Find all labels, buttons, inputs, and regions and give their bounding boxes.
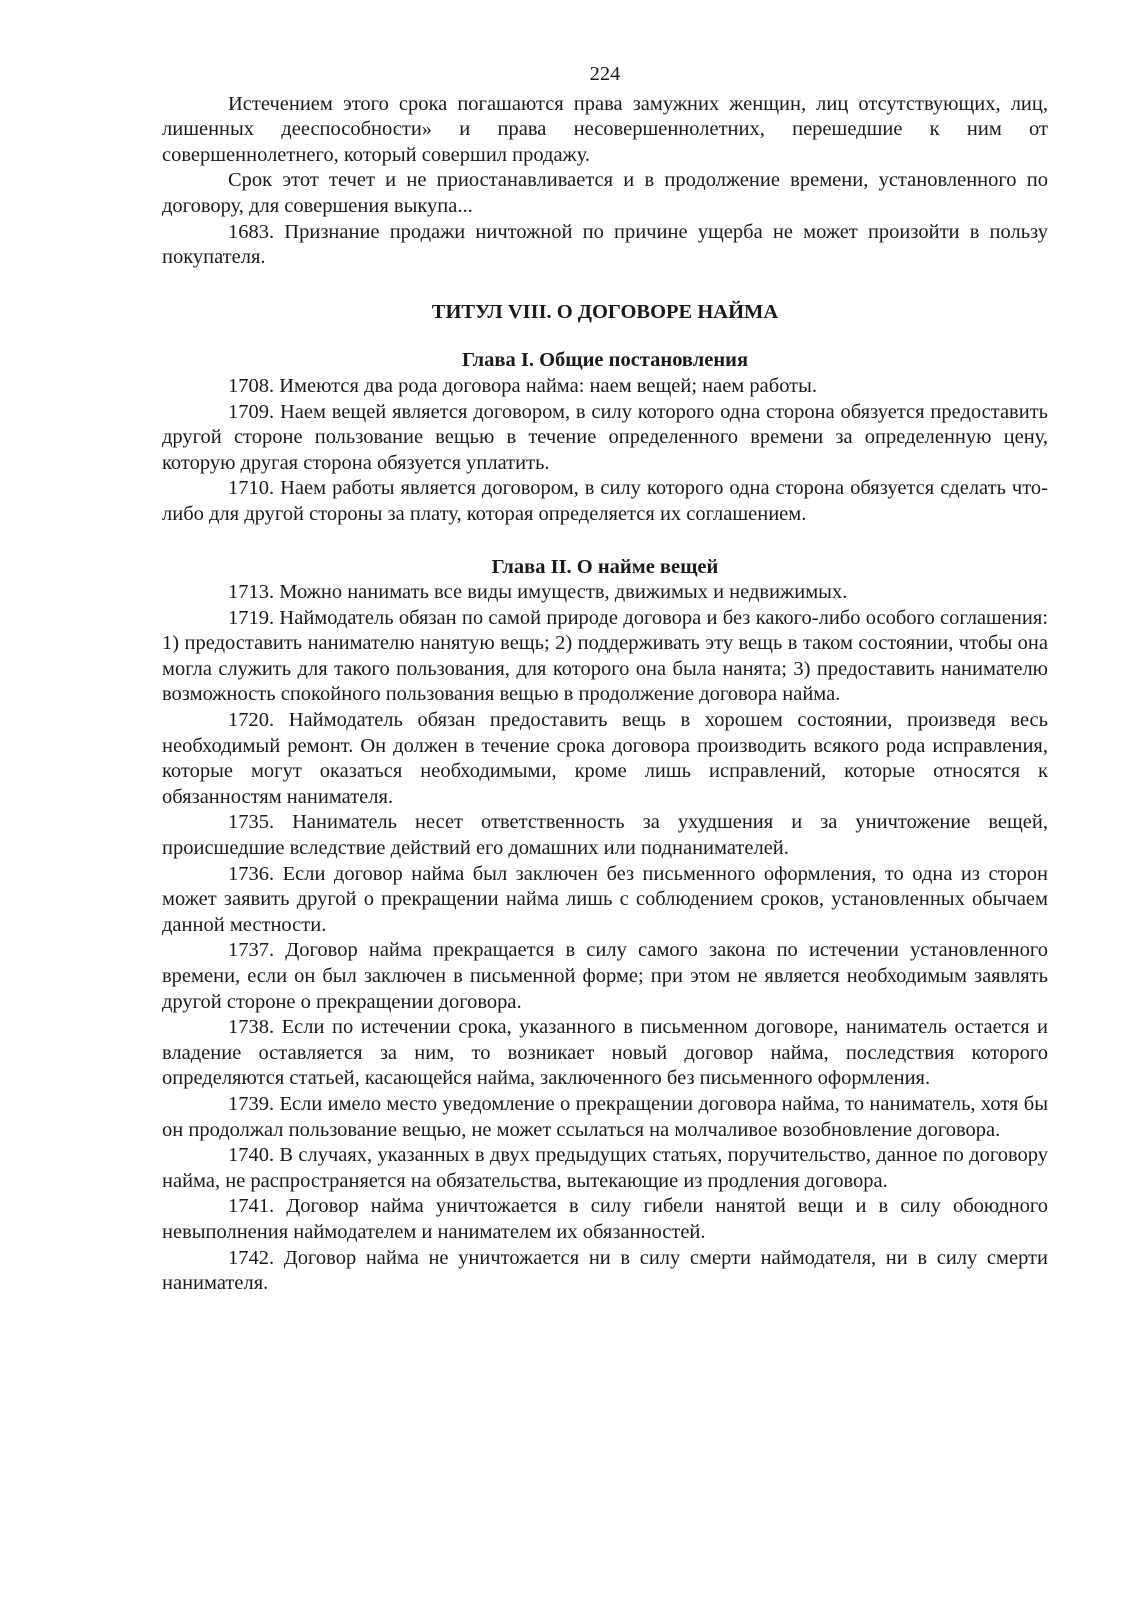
document-page xyxy=(162,62,1048,1297)
paragraph: Истечением этого срока погашаются права замужних женщин, лиц отсутствующих, лиц, лишенных дееспособности» и права несовершеннолетних, перешедшие к ним от совершеннолетнего, который совершил продажу. xyxy=(162,92,1048,166)
paragraph: Срок этот течет и не приостанавливается и в продолжение времени, установленного по договору, для совершения выкупа... xyxy=(162,169,1048,217)
article-1737: 1737. Договор найма прекращается в силу самого закона по истечении установленного времени, если он был заключен в письменной форме; при этом не является необходимым заявлять другой стороне о прекращении договора. xyxy=(162,939,1048,1013)
article-1709: 1709. Наем вещей является договором, в силу которого одна сторона обязуется предоставить другой стороне пользование вещью в течение определенного времени за определенную цену, которую другая сторона обязуется уплатить. xyxy=(162,400,1048,474)
paragraph: 1683. Признание продажи ничтожной по причине ущерба не может произойти в пользу покупателя. xyxy=(162,220,1048,269)
article-1713: 1713. Можно нанимать все виды имуществ, движимых и недвижимых. xyxy=(228,581,848,604)
article-1739: 1739. Если имело место уведомление о прекращении договора найма, то наниматель, хотя бы он продолжал пользование вещью, не может ссылаться на молчаливое возобновление договора. xyxy=(162,1092,1048,1141)
article-1736: 1736. Если договор найма был заключен без письменного оформления, то одна из сторон может заявить другой о прекращении найма лишь с соблюдением сроков, установленных обычаем данной местности. xyxy=(162,862,1048,936)
article-1742: 1742. Договор найма не уничтожается ни в силу смерти наймодателя, ни в силу смерти нанимателя. xyxy=(162,1246,1048,1295)
article-1741: 1741. Договор найма уничтожается в силу гибели нанятой вещи и в силу обоюдного невыполнения наймодателем и нанимателем их обязанностей. xyxy=(162,1195,1048,1243)
page-number: 224 xyxy=(589,63,621,85)
article-1710: 1710. Наем работы является договором, в силу которого одна сторона обязуется сделать что-либо для другой стороны за плату, которая определяется их соглашением. xyxy=(162,477,1048,525)
article-1719: 1719. Наймодатель обязан по самой природе договора и без какого-либо особого соглашения: 1) предоставить нанимателю нанятую вещь; 2) поддерживать эту вещь в таком состоянии, чтобы она могла служить для такого пользования, для которого она была нанята; 3) предоставить нанимателю возможность спокойного пользования вещью в продолжение договора найма. xyxy=(162,606,1048,706)
chapter-heading: Глава II. О найме вещей xyxy=(491,555,719,578)
chapter-heading: Глава I. Общие постановления xyxy=(461,349,749,372)
article-1720: 1720. Наймодатель обязан предоставить вещь в хорошем состоянии, произведя весь необходимый ремонт. Он должен в течение срока договора производить всякого рода исправления, которые могут оказаться необходимыми, кроме лишь исправлений, которые относятся к обязанностям нанимателя. xyxy=(162,709,1048,808)
article-1708: 1708. Имеются два рода договора найма: наем вещей; наем работы. xyxy=(228,374,818,397)
article-1740: 1740. В случаях, указанных в двух предыдущих статьях, поручительство, данное по договору найма, не распространяется на обязательства, вытекающие из продления договора. xyxy=(162,1144,1048,1192)
title-heading: ТИТУЛ VIII. О ДОГОВОРЕ НАЙМА xyxy=(431,300,779,323)
article-1735: 1735. Наниматель несет ответственность за ухудшения и за уничтожение вещей, происшедшие вследствие действий его домашних или поднанимателей. xyxy=(162,811,1048,860)
article-1738: 1738. Если по истечении срока, указанного в письменном договоре, наниматель остается и владение оставляется за ним, то возникает новый договор найма, последствия которого определяются статьей, касающейся найма, заключенного без письменного оформления. xyxy=(162,1016,1048,1090)
